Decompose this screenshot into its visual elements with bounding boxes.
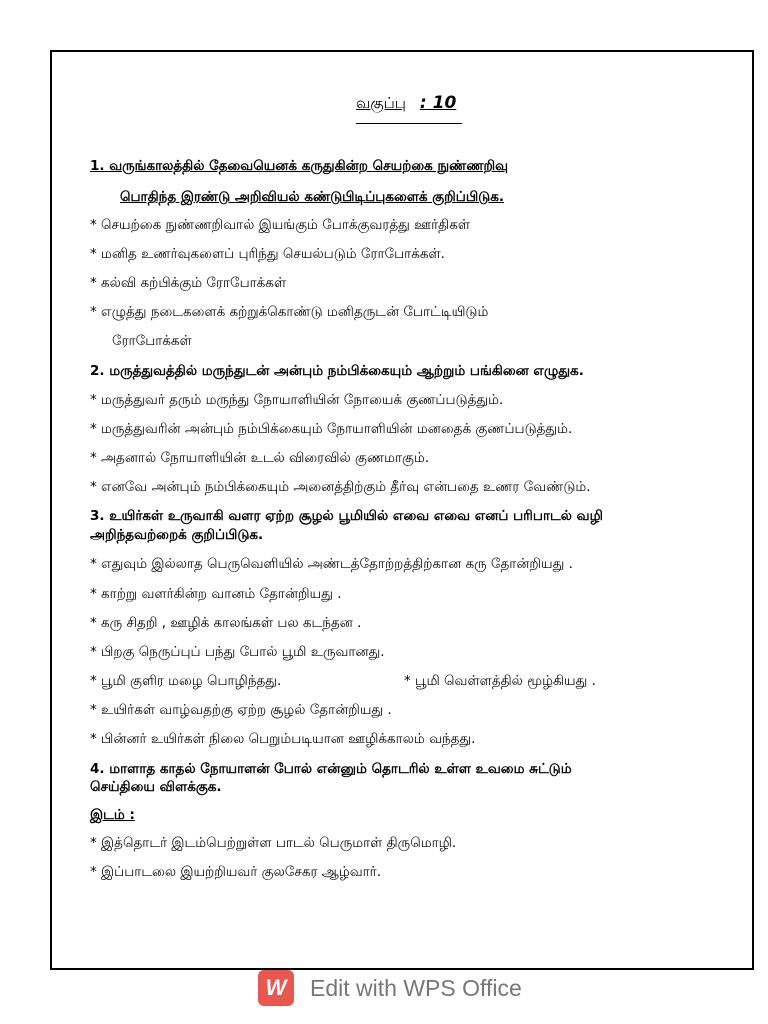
page-title [356, 93, 456, 114]
q1-item-2: * மனித உணர்வுகளைப் புரிந்து செயல்படும் ரோபோக்கள். [90, 246, 445, 262]
question-1-title: 1. வருங்காலத்தில் தேவையெனக் கருதுகின்ற செயற்கை நுண்ணறிவு [90, 158, 509, 174]
q4-item-1: * இத்தொடர் இடம்பெற்றுள்ள பாடல் பெருமாள் திருமொழி. [90, 835, 457, 851]
wps-watermark [258, 968, 558, 1008]
q1-item-4: * எழுத்து நடைகளைக் கற்றுக்கொண்டு மனிதருடன் போட்டியிடும் [90, 304, 489, 320]
q1-item-4-cont: ரோபோக்கள் [112, 333, 192, 349]
q3-item-5: * பூமி குளிர மழை பொழிந்தது. [90, 673, 282, 689]
class-number: : 10 [419, 93, 457, 113]
q3-item-8: * பின்னர் உயிர்கள் நிலை பெறும்படியான ஊழிக்காலம் வந்தது. [90, 731, 476, 747]
q3-item-3: * கரு சிதறி , ஊழிக் காலங்கள் பல கடந்தன . [90, 615, 362, 631]
question-3-title: 3. உயிர்கள் உருவாகி வளர ஏற்ற சூழல் பூமியில் எவை எவை எனப் பரிபாடல் வழி [90, 508, 603, 524]
q2-item-4: * எனவே அன்பும் நம்பிக்கையும் அனைத்திற்கும் தீர்வு என்பதை உணர வேண்டும். [90, 479, 591, 495]
q3-item-7: * உயிர்கள் வாழ்வதற்கு ஏற்ற சூழல் தோன்றியது . [90, 702, 392, 718]
q3-item-6: * பூமி வெள்ளத்தில் மூழ்கியது . [404, 673, 596, 689]
wps-watermark-text: Edit with WPS Office [310, 974, 522, 1001]
question-2-title: 2. மருத்துவத்தில் மருந்துடன் அன்பும் நம்பிக்கையும் ஆற்றும் பங்கினை எழுதுக. [90, 363, 584, 379]
q4-item-2: * இப்பாடலை இயற்றியவர் குலசேகர ஆழ்வார். [90, 864, 382, 880]
q3-item-2: * காற்று வளர்கின்ற வானம் தோன்றியது . [90, 586, 342, 602]
question-4-title-cont: செய்தியை விளக்குக. [90, 779, 222, 795]
q2-item-3: * அதனால் நோயாளியின் உடல் விரைவில் குணமாகும். [90, 450, 430, 466]
section-label-idam: இடம் : [90, 807, 135, 823]
wps-logo-icon: W [258, 970, 294, 1006]
class-label: வகுப்பு [356, 94, 406, 112]
q3-item-4: * பிறகு நெருப்புப் பந்து போல் பூமி உருவானது. [90, 644, 385, 660]
title-underline [356, 123, 462, 124]
q3-item-1: * எதுவும் இல்லாத பெருவெளியில் அண்டத்தோற்றத்திற்கான கரு தோன்றியது . [90, 556, 573, 572]
question-1-title-cont: பொதிந்த இரண்டு அறிவியல் கண்டுபிடிப்புகளைக் குறிப்பிடுக. [120, 189, 504, 205]
question-4-title: 4. மாளாத காதல் நோயாளன் போல் என்னும் தொடரில் உள்ள உவமை சுட்டும் [90, 761, 572, 777]
q1-item-1: * செயற்கை நுண்ணறிவால் இயங்கும் போக்குவரத்து ஊர்திகள் [90, 217, 471, 233]
q2-item-2: * மருத்துவரின் அன்பும் நம்பிக்கையும் நோயாளியின் மனதைக் குணப்படுத்தும். [90, 421, 573, 437]
q1-item-3: * கல்வி கற்பிக்கும் ரோபோக்கள் [90, 275, 287, 291]
q2-item-1: * மருத்துவர் தரும் மருந்து நோயாளியின் நோயைக் குணப்படுத்தும். [90, 392, 504, 408]
question-3-title-cont: அறிந்தவற்றைக் குறிப்பிடுக. [90, 527, 264, 543]
